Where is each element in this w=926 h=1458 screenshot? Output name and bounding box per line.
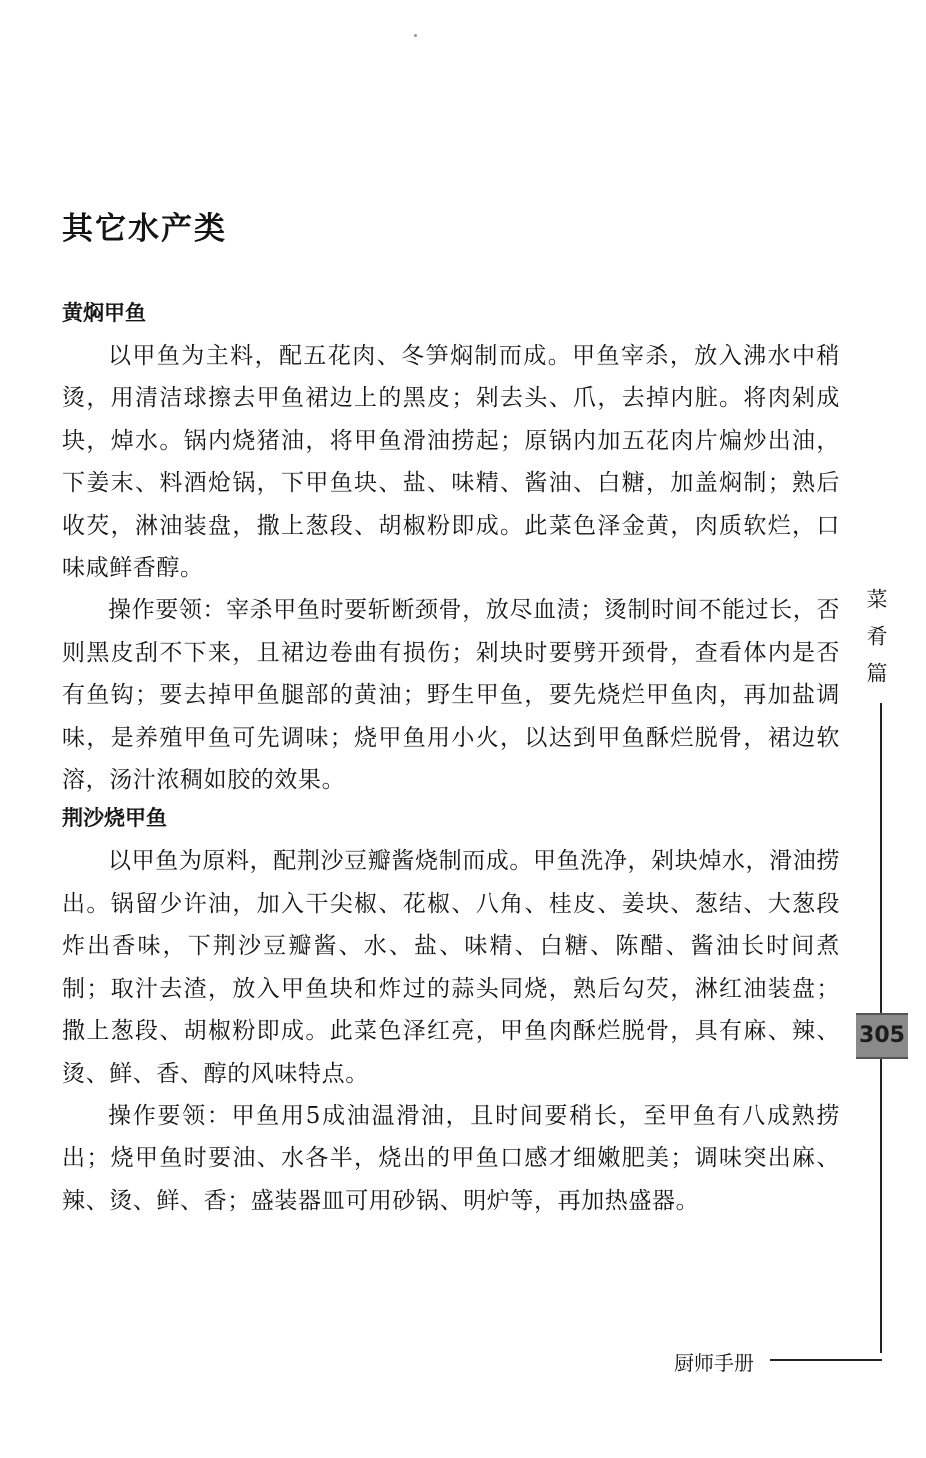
- dish-paragraph: 操作要领：宰杀甲鱼时要斩断颈骨，放尽血渍；烫制时间不能过长，否则黑皮刮不下来，且裙边卷曲有损伤；剁块时要劈开颈骨，查看体内是否有鱼钩；要去掉甲鱼腿部的黄油；野生甲鱼，要先烧烂甲鱼肉，再加盐调味，是养殖甲鱼可先调味；烧甲鱼用小火，以达到甲鱼酥烂脱骨，裙边软溶，汤汁浓稠如胶的效果。: [62, 597, 840, 794]
- dish-entry: [62, 803, 840, 1222]
- dish-paragraph: 操作要领：甲鱼用5成油温滑油，且时间要稍长，至甲鱼有八成熟捞出；烧甲鱼时要油、水各半，烧出的甲鱼口感才细嫩肥美；调味突出麻、辣、烫、鲜、香；盛装器皿可用砂锅、明炉等，再加热盛器。: [62, 1102, 840, 1214]
- scan-speck: [414, 34, 417, 37]
- dish-title: 荆沙烧甲鱼: [62, 806, 167, 831]
- footer-book-title: 厨师手册: [674, 1351, 754, 1375]
- dish-paragraph: 以甲鱼为原料，配荆沙豆瓣酱烧制而成。甲鱼洗净，剁块焯水，滑油捞出。锅留少许油，加入干尖椒、花椒、八角、桂皮、姜块、葱结、大葱段炸出香味，下荆沙豆瓣酱、水、盐、味精、白糖、陈醋、酱油长时间煮制；取汁去渣，放入甲鱼块和炸过的蒜头同烧，熟后勾芡，淋红油装盘；撒上葱段、胡椒粉即成。此菜色泽红亮，甲鱼肉酥烂脱骨，具有麻、辣、烫、鲜、香、醇的风味特点。: [62, 848, 840, 1087]
- page-number: 305: [856, 1013, 908, 1059]
- side-category-label: 菜肴篇: [864, 588, 888, 699]
- dish-entry: [62, 298, 840, 801]
- main-content: [62, 298, 840, 1222]
- dish-paragraph: 以甲鱼为主料，配五花肉、冬笋焖制而成。甲鱼宰杀，放入沸水中稍烫，用清洁球擦去甲鱼裙边上的黑皮；剁去头、爪，去掉内脏。将肉剁成块，焯水。锅内烧猪油，将甲鱼滑油捞起；原锅内加五花肉片煸炒出油，下姜末、料酒炝锅，下甲鱼块、盐、味精、酱油、白糖，加盖焖制；熟后收芡，淋油装盘，撒上葱段、胡椒粉即成。此菜色泽金黄，肉质软烂，口味咸鲜香醇。: [62, 343, 840, 582]
- footer-divider-line: [770, 1359, 882, 1361]
- dish-title: 黄焖甲鱼: [62, 301, 146, 325]
- section-title: 其它水产类: [62, 211, 227, 247]
